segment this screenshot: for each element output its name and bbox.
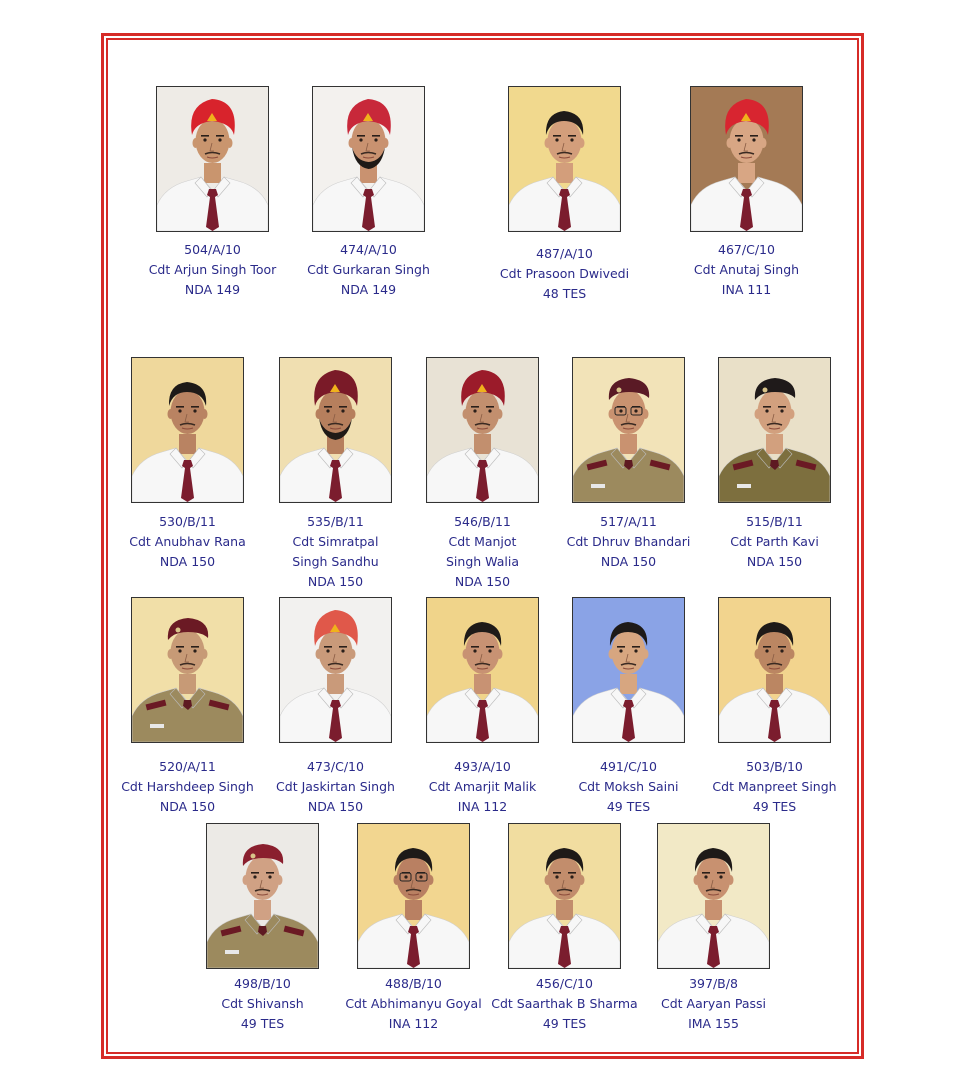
portrait-image xyxy=(358,824,469,968)
cadet-name: Cdt Abhimanyu Goyal xyxy=(345,996,482,1011)
cadet-entry-course: NDA 150 xyxy=(454,574,511,589)
cadet-name: Cdt Dhruv Bhandari xyxy=(566,534,691,549)
cadet-photo xyxy=(426,357,539,503)
cadet-photo xyxy=(572,357,685,503)
portrait-image xyxy=(427,358,538,502)
cadet-photo xyxy=(279,597,392,743)
cadet-entry-course: NDA 149 xyxy=(184,282,241,297)
cadet-photo xyxy=(357,823,470,969)
portrait-image xyxy=(280,358,391,502)
cadet-entry-course: INA 112 xyxy=(388,1016,439,1031)
cadet-caption xyxy=(695,512,855,572)
cadet-entry-course: IMA 155 xyxy=(688,1016,739,1031)
cadet-number: 397/B/8 xyxy=(689,976,738,991)
portrait-image xyxy=(509,824,620,968)
portrait-image xyxy=(509,87,620,231)
portrait-image xyxy=(427,598,538,742)
cadet-photo xyxy=(572,597,685,743)
cadet-photo xyxy=(718,357,831,503)
cadet-caption xyxy=(634,974,794,1034)
cadet-number: 467/C/10 xyxy=(718,242,775,257)
cadet-name: Cdt Jaskirtan Singh xyxy=(276,779,395,794)
cadet-name: Cdt Amarjit Malik xyxy=(428,779,537,794)
cadet-photo xyxy=(312,86,425,232)
portrait-image xyxy=(132,358,243,502)
cadet-caption xyxy=(108,757,268,817)
cadet-number: 517/A/11 xyxy=(600,514,657,529)
cadet-photo xyxy=(508,86,621,232)
cadet-entry-course: NDA 150 xyxy=(600,554,657,569)
portrait-image xyxy=(280,598,391,742)
portrait-image xyxy=(132,598,243,742)
cadet-photo xyxy=(718,597,831,743)
cadet-name: Singh Sandhu xyxy=(292,554,379,569)
portrait-image xyxy=(691,87,802,231)
cadet-photo xyxy=(690,86,803,232)
cadet-number: 504/A/10 xyxy=(184,242,241,257)
cadet-photo xyxy=(508,823,621,969)
cadet-caption xyxy=(289,240,449,300)
cadet-photo xyxy=(206,823,319,969)
cadet-caption xyxy=(485,244,645,304)
cadet-caption xyxy=(695,757,855,817)
cadet-number: 456/C/10 xyxy=(536,976,593,991)
cadet-photo xyxy=(131,597,244,743)
cadet-caption xyxy=(334,974,494,1034)
cadet-entry-course: NDA 150 xyxy=(746,554,803,569)
portrait-image xyxy=(573,358,684,502)
cadet-entry-course: 49 TES xyxy=(240,1016,285,1031)
portrait-image xyxy=(313,87,424,231)
cadet-number: 474/A/10 xyxy=(340,242,397,257)
cadet-entry-course: INA 112 xyxy=(457,799,508,814)
cadet-name: Cdt Anutaj Singh xyxy=(693,262,800,277)
cadet-name: Cdt Simratpal xyxy=(292,534,379,549)
cadet-caption xyxy=(403,512,563,592)
cadet-name: Cdt Parth Kavi xyxy=(730,534,819,549)
cadet-number: 520/A/11 xyxy=(159,759,216,774)
cadet-caption xyxy=(256,757,416,817)
cadet-entry-course: 49 TES xyxy=(606,799,651,814)
cadet-entry-course: 49 TES xyxy=(752,799,797,814)
cadet-photo xyxy=(156,86,269,232)
cadet-entry-course: INA 111 xyxy=(721,282,772,297)
cadet-name: Cdt Aaryan Passi xyxy=(661,996,766,1011)
cadet-number: 530/B/11 xyxy=(159,514,216,529)
cadet-caption xyxy=(549,757,709,817)
cadet-number: 488/B/10 xyxy=(385,976,442,991)
cadet-entry-course: NDA 150 xyxy=(159,554,216,569)
cadet-entry-course: NDA 150 xyxy=(307,574,364,589)
portrait-image xyxy=(719,598,830,742)
portrait-image xyxy=(658,824,769,968)
cadet-name: Cdt Harshdeep Singh xyxy=(121,779,254,794)
cadet-caption xyxy=(133,240,293,300)
portrait-image xyxy=(719,358,830,502)
cadet-name: Cdt Saarthak B Sharma xyxy=(491,996,638,1011)
portrait-image xyxy=(573,598,684,742)
cadet-entry-course: NDA 149 xyxy=(340,282,397,297)
cadet-name: Cdt Anubhav Rana xyxy=(129,534,246,549)
cadet-photo xyxy=(279,357,392,503)
cadet-caption xyxy=(667,240,827,300)
cadet-number: 546/B/11 xyxy=(454,514,511,529)
cadet-entry-course: 49 TES xyxy=(542,1016,587,1031)
cadet-name: Cdt Prasoon Dwivedi xyxy=(499,266,630,281)
cadet-entry-course: 48 TES xyxy=(542,286,587,301)
cadet-entry-course: NDA 150 xyxy=(307,799,364,814)
cadet-number: 503/B/10 xyxy=(746,759,803,774)
cadet-name: Cdt Arjun Singh Toor xyxy=(148,262,277,277)
cadet-photo xyxy=(426,597,539,743)
portrait-image xyxy=(157,87,268,231)
cadet-number: 515/B/11 xyxy=(746,514,803,529)
cadet-number: 493/A/10 xyxy=(454,759,511,774)
cadet-caption xyxy=(549,512,709,572)
cadet-number: 473/C/10 xyxy=(307,759,364,774)
cadet-name: Cdt Shivansh xyxy=(221,996,304,1011)
cadet-name: Singh Walia xyxy=(446,554,519,569)
cadet-caption xyxy=(485,974,645,1034)
cadet-name: Cdt Moksh Saini xyxy=(578,779,679,794)
cadet-caption xyxy=(403,757,563,817)
portrait-image xyxy=(207,824,318,968)
cadet-caption xyxy=(256,512,416,592)
cadet-number: 487/A/10 xyxy=(536,246,593,261)
cadet-name: Cdt Gurkaran Singh xyxy=(307,262,430,277)
cadet-name: Cdt Manpreet Singh xyxy=(712,779,837,794)
cadet-photo xyxy=(657,823,770,969)
cadet-photo xyxy=(131,357,244,503)
cadet-caption xyxy=(108,512,268,572)
cadet-caption xyxy=(183,974,343,1034)
cadet-number: 491/C/10 xyxy=(600,759,657,774)
cadet-entry-course: NDA 150 xyxy=(159,799,216,814)
cadet-name: Cdt Manjot xyxy=(448,534,517,549)
cadet-number: 498/B/10 xyxy=(234,976,291,991)
cadet-number: 535/B/11 xyxy=(307,514,364,529)
